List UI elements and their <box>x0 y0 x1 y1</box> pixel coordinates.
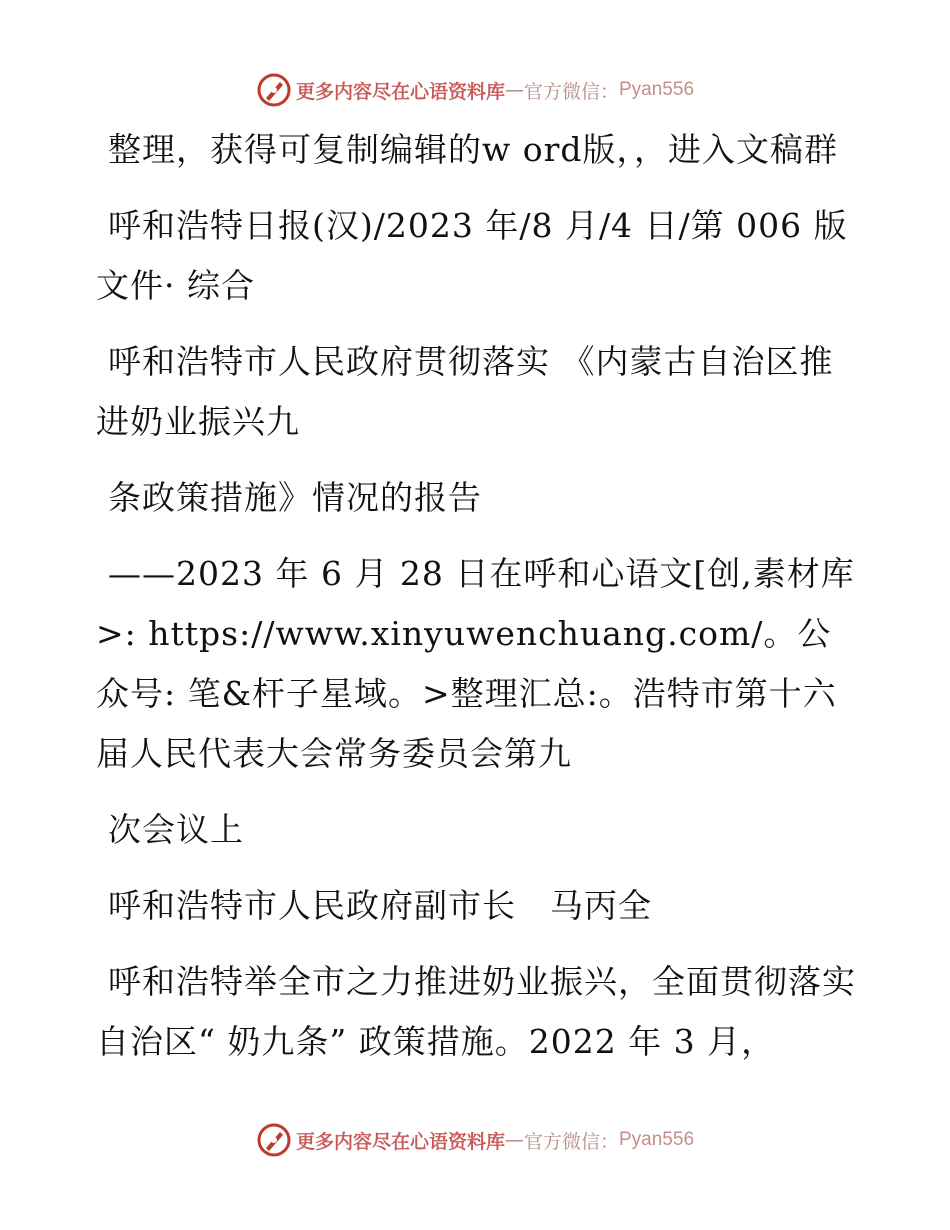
watermark-left-text: 更多内容尽在心语资料库 <box>295 1130 505 1153</box>
header-watermark <box>0 70 950 110</box>
pen-logo-icon <box>256 72 292 108</box>
paragraph: 呼和浩特市人民政府副市长 马丙全 <box>108 886 652 925</box>
paragraph: 整理，获得可复制编辑的w ord版，，进入文稿群 <box>108 130 839 169</box>
paragraph: ——2023 年 6 月 28 日在呼和心语文[创,素材库>: https://www.xinyuwenchuang.com/。公众号: 笔&杆子星域。>整理汇总:。浩特市第十六届人民代表大会常务委员会第九 <box>96 554 855 773</box>
watermark-separator: — <box>504 1129 524 1151</box>
paragraph: 次会议上 <box>108 810 244 849</box>
watermark-wechat-id: Pyan556 <box>619 1129 695 1150</box>
paragraph: 呼和浩特日报(汉)/2023 年/8 月/4 日/第 006 版文件· 综合 <box>96 206 848 305</box>
footer-watermark <box>0 1120 950 1160</box>
watermark-left-text: 更多内容尽在心语资料库 <box>295 80 505 103</box>
paragraph: 呼和浩特市人民政府贯彻落实 《内蒙古自治区推进奶业振兴九 <box>96 342 834 441</box>
watermark-separator: — <box>504 79 524 101</box>
paragraph: 呼和浩特举全市之力推进奶业振兴，全面贯彻落实自治区“ 奶九条” 政策措施。2022 年 3 月， <box>96 962 856 1061</box>
paragraph: 条政策措施》情况的报告 <box>108 478 482 517</box>
pen-logo-icon <box>256 1122 292 1158</box>
document-body <box>96 120 856 1088</box>
watermark-wechat-id: Pyan556 <box>619 79 695 100</box>
watermark-right-text: 官方微信： <box>523 1130 619 1153</box>
watermark-right-text: 官方微信： <box>523 80 619 103</box>
